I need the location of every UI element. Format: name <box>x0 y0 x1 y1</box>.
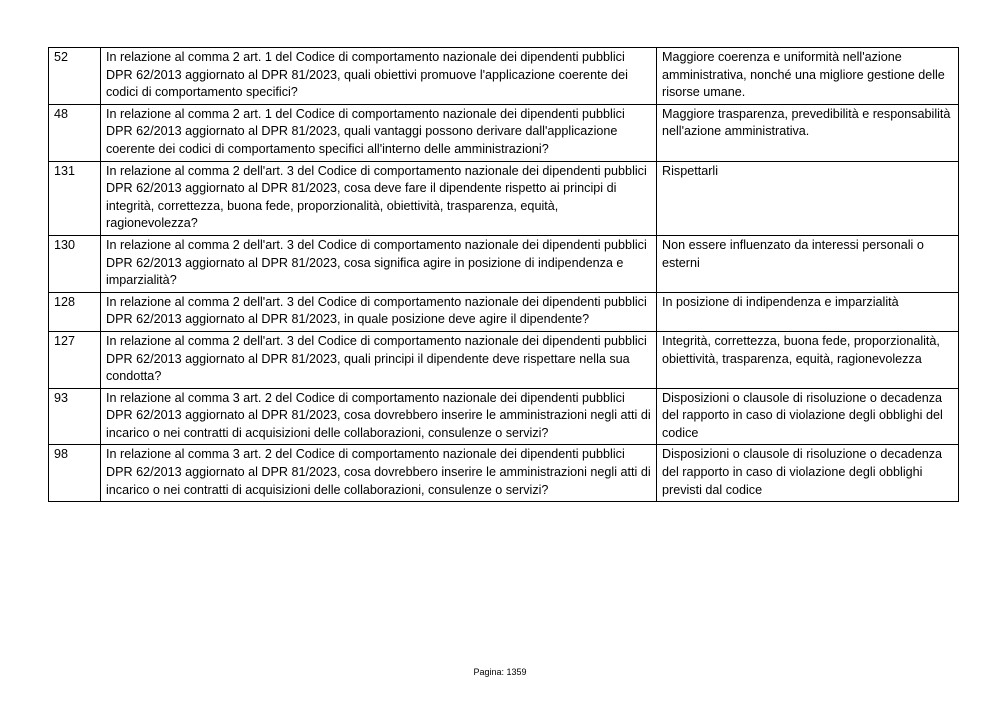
question-number: 52 <box>49 48 101 105</box>
question-number: 130 <box>49 235 101 292</box>
table-row <box>49 104 959 161</box>
table-row <box>49 445 959 502</box>
questions-table <box>48 47 959 502</box>
question-text: In relazione al comma 2 art. 1 del Codice di comportamento nazionale dei dipendenti pubblici DPR 62/2013 aggiornato al DPR 81/2023, quali vantaggi possono derivare dall'applicazione coerente dei codici di comportamento specifici all'interno delle amministrazioni? <box>101 104 657 161</box>
answer-text: Disposizioni o clausole di risoluzione o decadenza del rapporto in caso di violazione degli obblighi del codice <box>657 388 959 445</box>
answer-text: Rispettarli <box>657 161 959 235</box>
answer-text: Non essere influenzato da interessi personali o esterni <box>657 235 959 292</box>
table-row <box>49 235 959 292</box>
table-row <box>49 388 959 445</box>
table-row <box>49 292 959 331</box>
question-number: 131 <box>49 161 101 235</box>
question-text: In relazione al comma 2 dell'art. 3 del Codice di comportamento nazionale dei dipendenti pubblici DPR 62/2013 aggiornato al DPR 81/2023, quali principi il dipendente deve rispettare nella sua condotta? <box>101 331 657 388</box>
question-number: 93 <box>49 388 101 445</box>
question-text: In relazione al comma 2 dell'art. 3 del Codice di comportamento nazionale dei dipendenti pubblici DPR 62/2013 aggiornato al DPR 81/2023, in quale posizione deve agire il dipendente? <box>101 292 657 331</box>
answer-text: Disposizioni o clausole di risoluzione o decadenza del rapporto in caso di violazione degli obblighi previsti dal codice <box>657 445 959 502</box>
answer-text: Maggiore trasparenza, prevedibilità e responsabilità nell'azione amministrativa. <box>657 104 959 161</box>
question-text: In relazione al comma 2 dell'art. 3 del Codice di comportamento nazionale dei dipendenti pubblici DPR 62/2013 aggiornato al DPR 81/2023, cosa significa agire in posizione di indipendenza e imparzialità? <box>101 235 657 292</box>
answer-text: Maggiore coerenza e uniformità nell'azione amministrativa, nonché una migliore gestione delle risorse umane. <box>657 48 959 105</box>
page-number: Pagina: 1359 <box>473 667 527 677</box>
answer-text: In posizione di indipendenza e imparzialità <box>657 292 959 331</box>
table-row <box>49 331 959 388</box>
question-number: 98 <box>49 445 101 502</box>
questions-table-body <box>49 48 959 502</box>
question-text: In relazione al comma 2 dell'art. 3 del Codice di comportamento nazionale dei dipendenti pubblici DPR 62/2013 aggiornato al DPR 81/2023, cosa deve fare il dipendente rispetto ai principi di integrità, correttezza, buona fede, proporzionalità, obiettività, trasparenza, equità, ragionevolezza? <box>101 161 657 235</box>
question-number: 127 <box>49 331 101 388</box>
table-row <box>49 161 959 235</box>
question-number: 48 <box>49 104 101 161</box>
question-text: In relazione al comma 3 art. 2 del Codice di comportamento nazionale dei dipendenti pubblici DPR 62/2013 aggiornato al DPR 81/2023, cosa dovrebbero inserire le amministrazioni negli atti di incarico o nei contratti di acquisizioni delle collaborazioni, consulenze o servizi? <box>101 445 657 502</box>
question-text: In relazione al comma 2 art. 1 del Codice di comportamento nazionale dei dipendenti pubblici DPR 62/2013 aggiornato al DPR 81/2023, quali obiettivi promuove l'applicazione coerente dei codici di comportamento specifici? <box>101 48 657 105</box>
table-row <box>49 48 959 105</box>
question-text: In relazione al comma 3 art. 2 del Codice di comportamento nazionale dei dipendenti pubblici DPR 62/2013 aggiornato al DPR 81/2023, cosa dovrebbero inserire le amministrazioni negli atti di incarico o nei contratti di acquisizioni delle collaborazioni, consulenze o servizi? <box>101 388 657 445</box>
question-number: 128 <box>49 292 101 331</box>
answer-text: Integrità, correttezza, buona fede, proporzionalità, obiettività, trasparenza, equità, ragionevolezza <box>657 331 959 388</box>
